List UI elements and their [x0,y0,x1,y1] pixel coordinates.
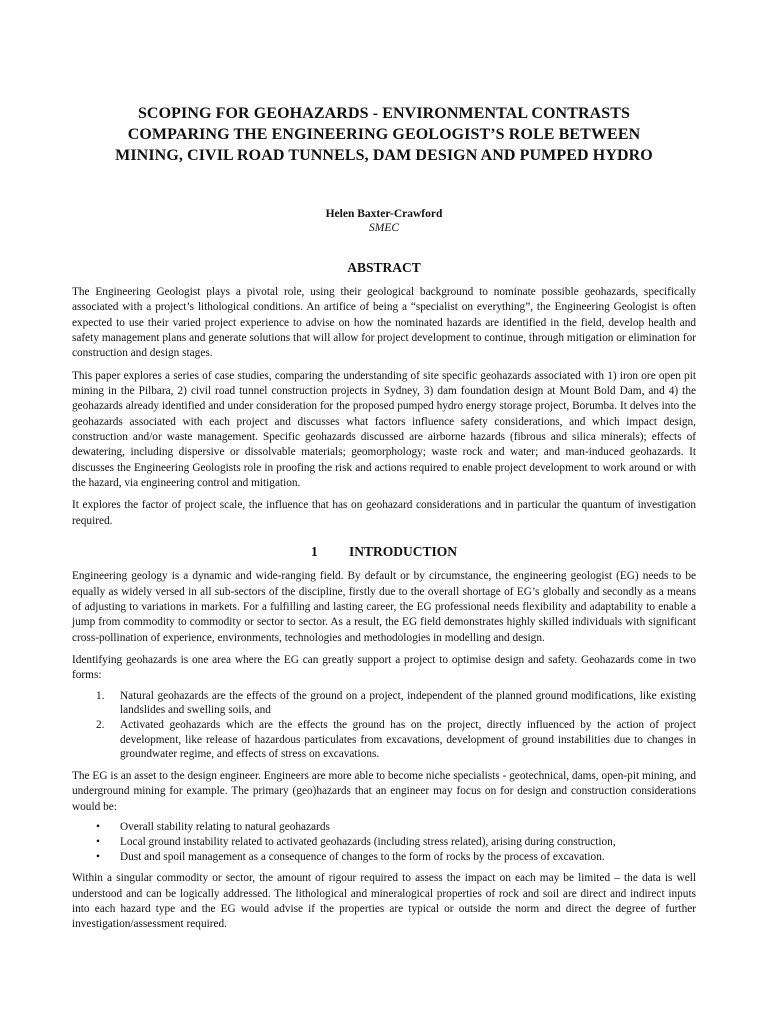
title-line: MINING, CIVIL ROAD TUNNELS, DAM DESIGN AND PUMPED HYDRO [115,147,653,164]
intro-paragraph: Within a singular commodity or sector, the amount of rigour required to assess the impact on each may be limited – the data is well understood and can be logically addressed. The lithological and mineralogical properties of rock and soil are direct and indirect inputs into each hazard type and the EG would advise if the properties are typical or outside the norm and direct the degree of further investigation/assessment required. [72,872,696,931]
list-item-text: Natural geohazards are the effects of the ground on a project, independent of the planned ground modifications, like existing landslides and swelling soils, and [120,689,696,717]
bullet-icon: • [96,850,100,863]
author-affiliation: SMEC [368,222,400,234]
intro-paragraph: Engineering geology is a dynamic and wide-ranging field. By default or by circumstance, the engineering geologist (EG) needs to be equally as widely versed in all sub-sectors of the discipline, firstly due to the overall shortage of EG’s globally and secondly as a means of adjusting to variations in markets. For a fulfilling and lasting career, the EG professional needs flexibility and adaptability to enable a jump from commodity to commodity or sector to sector. As a result, the EG field demonstrates highly skilled individuals with significant cross-pollination of experience, environments, technologies and methodologies in modelling and design. [72,570,696,644]
title-line: SCOPING FOR GEOHAZARDS - ENVIRONMENTAL CONTRASTS [137,105,631,122]
bullet-icon: • [96,835,100,848]
list-item [72,689,696,718]
list-item-text: Overall stability relating to natural geohazards [120,821,330,834]
list-item [72,835,696,850]
paper-page [72,0,696,933]
abstract-paragraph: This paper explores a series of case studies, comparing the understanding of site specific geohazards associated with 1) iron ore open pit mining in the Pilbara, 2) civil road tunnel construction projects in Sydney, 3) dam foundation design at Mount Bold Dam, and 4) the geohazards already identified and under consideration for the proposed pumped hydro energy storage project, Borumba. It delves into the geohazards associated with each project and discusses what factors influence safety considerations, and which impact design, construction and/or waste management. Specific geohazards discussed are airborne hazards (fibrous and silica minerals); effects of dewatering, including dispersive or dissolvable materials; geomorphology; waste rock and water; and man-induced geohazards. It discusses the Engineering Geologists role in proofing the risk and actions required to enable project development to work around or with the hazard, via engineering control and mitigation. [72,369,696,490]
list-marker: 1. [96,689,105,702]
numbered-list [72,689,696,763]
list-item [72,718,696,762]
list-item-text: Activated geohazards which are the effects the ground has on the project, directly influenced by the action of project development, like release of hazardous particulates from excavations, development of ground instabilities due to changes in groundwater regime, and effects of stress on excavations. [120,718,696,761]
list-item [72,850,696,865]
title-line: COMPARING THE ENGINEERING GEOLOGIST’S ROLE BETWEEN [127,126,641,143]
list-marker: 2. [96,718,105,731]
bullet-icon: • [96,821,100,834]
bullet-list [72,820,696,864]
list-item-text: Local ground instability related to activated geohazards (including stress related), arising during construction, [120,835,616,848]
abstract-heading: ABSTRACT [347,260,421,275]
abstract-paragraph: The Engineering Geologist plays a pivotal role, using their geological background to nominate possible geohazards, specifically associated with a project’s lithological conditions. An artifice of being a “specialist on everything”, the Engineering Geologist is often expected to use their varied project experience to advise on how the nominated hazards are identified in the field, develop health and safety management plans and generate solutions that will allow for project development to continue, through mitigation or elimination for construction and design stages. [72,286,696,360]
intro-paragraph: The EG is an asset to the design engineer. Engineers are more able to become niche specialists - geotechnical, dams, open-pit mining, and underground mining for example. The primary (geo)hazards that an engineer may focus on for design and construction considerations would be: [72,770,696,813]
abstract-paragraph: It explores the factor of project scale, the influence that has on geohazard considerations and in particular the quantum of investigation required. [72,499,696,527]
intro-paragraph: Identifying geohazards is one area where the EG can greatly support a project to optimise design and safety. Geohazards come in two forms: [72,653,696,682]
list-item-text: Dust and spoil management as a consequence of changes to the form of rocks by the process of excavation. [120,850,605,863]
section-title: INTRODUCTION [348,544,457,560]
paper-title [72,103,696,166]
author-name: Helen Baxter-Crawford [325,208,443,220]
list-item [72,820,696,835]
section-heading-introduction [72,544,696,560]
section-number: 1 [310,544,318,560]
